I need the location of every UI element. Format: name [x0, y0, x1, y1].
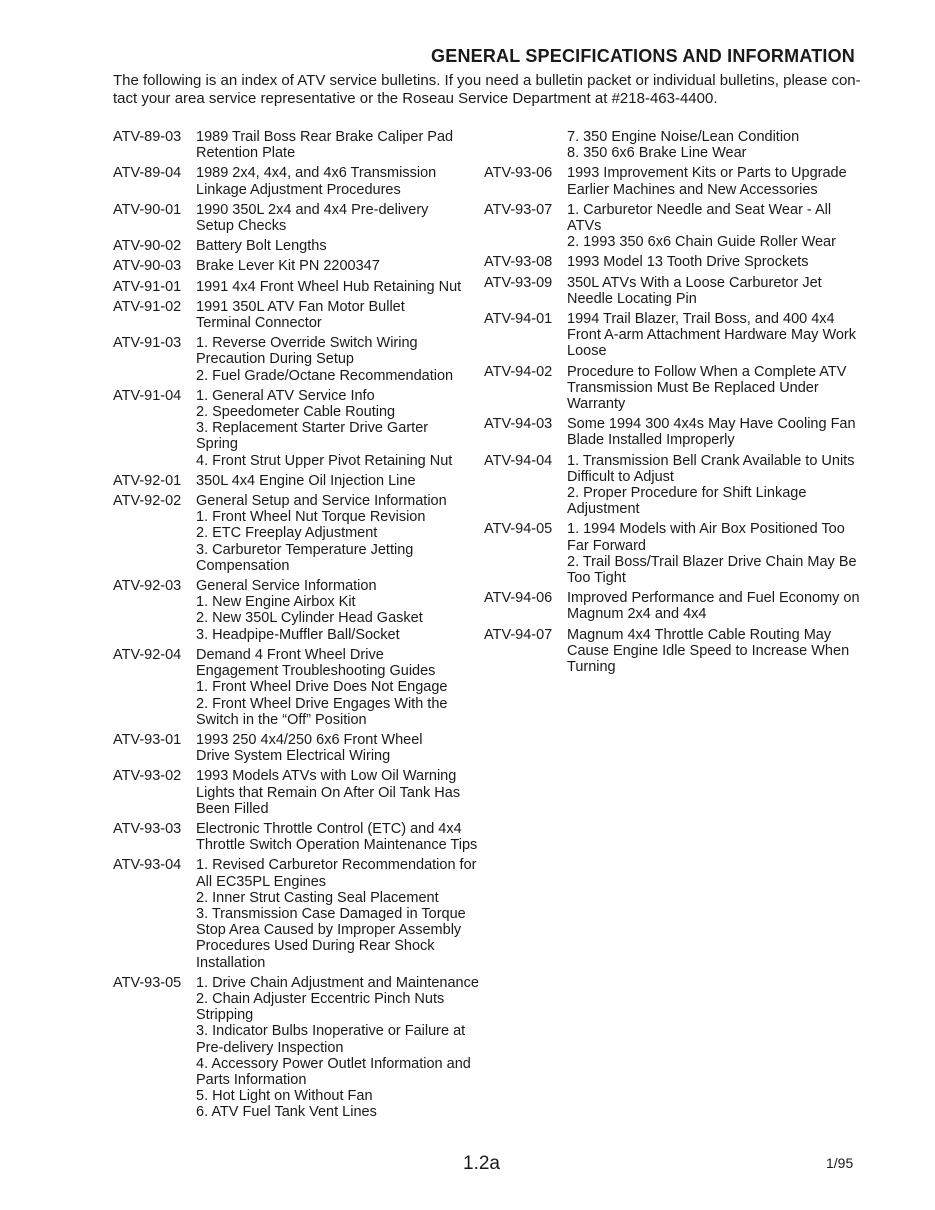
bulletin-code: ATV-90-01 — [113, 201, 182, 218]
bulletin-entry — [113, 857, 493, 970]
bulletin-line: 2. Front Wheel Drive Engages With the — [196, 695, 448, 712]
bulletin-code: ATV-94-05 — [484, 521, 553, 538]
bulletin-line: 1. Reverse Override Switch Wiring — [196, 335, 418, 352]
bulletin-line: 1989 Trail Boss Rear Brake Caliper Pad — [196, 129, 454, 145]
intro-line: tact your area service representative or the Roseau Service Department at #218-463-4400. — [113, 90, 718, 107]
bulletin-line: 1. Drive Chain Adjustment and Maintenance — [196, 974, 479, 991]
bulletin-line: 1993 250 4x4/250 6x6 Front Wheel — [196, 731, 423, 748]
bulletin-code: ATV-90-03 — [113, 258, 182, 275]
bulletin-line: 1. Carburetor Needle and Seat Wear - All — [567, 201, 832, 218]
bulletin-code: ATV-92-04 — [113, 646, 182, 663]
bulletin-entry — [484, 165, 874, 197]
bulletin-line: 1993 Improvement Kits or Parts to Upgrade — [567, 165, 847, 182]
bulletin-entry — [113, 768, 493, 817]
bulletin-description — [196, 335, 493, 384]
bulletin-description — [567, 453, 874, 518]
bulletin-line: Stop Area Caused by Improper Assembly — [196, 922, 462, 939]
bulletin-line: 1993 Model 13 Tooth Drive Sprockets — [567, 254, 809, 271]
bulletin-line: Procedures Used During Rear Shock — [196, 938, 435, 955]
bulletin-entry — [484, 453, 874, 518]
page-title: GENERAL SPECIFICATIONS AND INFORMATION — [431, 46, 855, 66]
bulletin-line: Brake Lever Kit PN 2200347 — [196, 258, 380, 275]
bulletin-code: ATV-89-04 — [113, 165, 182, 182]
bulletin-line: Magnum 4x4 Throttle Cable Routing May — [567, 626, 832, 643]
bulletin-entry — [113, 732, 493, 764]
bulletin-code: ATV-94-01 — [484, 311, 553, 328]
bulletin-entry — [113, 238, 493, 254]
bulletin-description — [196, 647, 493, 728]
bulletin-line: 1993 Models ATVs with Low Oil Warning — [196, 768, 457, 785]
bulletin-line: 2. Trail Boss/Trail Blazer Drive Chain May Be — [567, 553, 857, 570]
bulletin-code: ATV-93-05 — [113, 974, 182, 991]
bulletin-line: 7. 350 Engine Noise/Lean Condition — [567, 129, 800, 145]
bulletin-line: 2. 1993 350 6x6 Chain Guide Roller Wear — [567, 234, 836, 251]
bulletin-entry — [484, 416, 874, 448]
bulletin-line: Lights that Remain On After Oil Tank Has — [196, 784, 461, 801]
bulletin-description — [196, 129, 493, 161]
bulletin-line: Pre-delivery Inspection — [196, 1039, 344, 1056]
bulletin-code: ATV-93-09 — [484, 274, 553, 291]
bulletin-code: ATV-92-03 — [113, 578, 182, 595]
bulletin-entry — [113, 647, 493, 728]
bulletin-line: 1. Front Wheel Drive Does Not Engage — [196, 679, 448, 696]
bulletin-line: Some 1994 300 4x4s May Have Cooling Fan — [567, 416, 856, 433]
bulletin-line: 1990 350L 2x4 and 4x4 Pre-delivery — [196, 201, 429, 218]
bulletin-line: 2. New 350L Cylinder Head Gasket — [196, 610, 423, 627]
bulletin-line: All EC35PL Engines — [196, 873, 327, 890]
bulletin-code: ATV-93-02 — [113, 768, 182, 785]
bulletin-entry — [113, 335, 493, 384]
bulletin-line: 6. ATV Fuel Tank Vent Lines — [196, 1104, 377, 1121]
bulletin-description — [567, 129, 874, 161]
bulletin-entry — [113, 129, 493, 161]
bulletin-entry — [113, 821, 493, 853]
bulletin-line: Warranty — [567, 396, 626, 413]
bulletin-line: 350L 4x4 Engine Oil Injection Line — [196, 472, 416, 489]
bulletin-line: 2. Inner Strut Casting Seal Placement — [196, 889, 439, 906]
bulletin-line: Improved Performance and Fuel Economy on — [567, 590, 860, 607]
bulletin-line: 1. 1994 Models with Air Box Positioned Too — [567, 521, 845, 538]
bulletin-line: Drive System Electrical Wiring — [196, 748, 391, 765]
bulletin-description — [196, 493, 493, 574]
bulletin-code: ATV-91-02 — [113, 298, 182, 315]
bulletin-line: Front A-arm Attachment Hardware May Work — [567, 327, 857, 344]
bulletin-line: 350L ATVs With a Loose Carburetor Jet — [567, 274, 822, 291]
bulletin-description — [567, 521, 874, 586]
bulletin-code: ATV-91-03 — [113, 335, 182, 352]
bulletin-line: Linkage Adjustment Procedures — [196, 181, 401, 198]
bulletin-line: 5. Hot Light on Without Fan — [196, 1088, 373, 1105]
bulletin-line: Needle Locating Pin — [567, 290, 697, 307]
bulletin-line: Earlier Machines and New Accessories — [567, 181, 818, 198]
bulletin-line: 3. Headpipe-Muffler Ball/Socket — [196, 626, 400, 643]
bulletin-line: Stripping — [196, 1007, 254, 1024]
bulletin-code: ATV-92-02 — [113, 493, 182, 510]
bulletin-line: 1991 350L ATV Fan Motor Bullet — [196, 298, 405, 315]
bulletin-entry — [113, 975, 493, 1121]
bulletin-line: 1989 2x4, 4x4, and 4x6 Transmission — [196, 165, 437, 182]
bulletin-line: Been Filled — [196, 800, 269, 817]
intro-line: The following is an index of ATV service bulletins. If you need a bulletin packet or individual bulletins, please con- — [113, 72, 861, 89]
bulletin-line: Procedure to Follow When a Complete ATV — [567, 363, 847, 380]
bulletin-entry — [484, 275, 874, 307]
bulletin-description — [567, 275, 874, 307]
bulletin-description — [567, 416, 874, 448]
bulletin-entry — [484, 364, 874, 413]
bulletin-line: General Service Information — [196, 578, 377, 595]
bulletin-entry — [484, 254, 874, 270]
bulletin-entry — [113, 388, 493, 469]
bulletin-line: Precaution During Setup — [196, 351, 354, 368]
bulletin-code: ATV-93-01 — [113, 731, 182, 748]
bulletin-line: Switch in the “Off” Position — [196, 711, 367, 728]
bulletin-list-left — [113, 129, 493, 1125]
bulletin-code: ATV-94-06 — [484, 590, 553, 607]
bulletin-line: 1991 4x4 Front Wheel Hub Retaining Nut — [196, 278, 462, 295]
bulletin-code: ATV-90-02 — [113, 238, 182, 255]
intro-paragraph — [113, 72, 863, 108]
bulletin-entry — [113, 473, 493, 489]
bulletin-entry — [113, 279, 493, 295]
bulletin-line: 1. Revised Carburetor Recommendation for — [196, 857, 477, 874]
bulletin-entry — [484, 521, 874, 586]
bulletin-line: Parts Information — [196, 1071, 307, 1088]
bulletin-code: ATV-93-03 — [113, 820, 182, 837]
bulletin-line: Setup Checks — [196, 218, 287, 235]
bulletin-line: Engagement Troubleshooting Guides — [196, 663, 436, 680]
bulletin-list-right — [484, 129, 874, 679]
bulletin-line: Throttle Switch Operation Maintenance Tips — [196, 837, 478, 854]
bulletin-line: Installation — [196, 954, 266, 971]
bulletin-line: 2. Speedometer Cable Routing — [196, 404, 396, 421]
bulletin-description — [196, 473, 493, 489]
bulletin-line: Electronic Throttle Control (ETC) and 4x4 — [196, 820, 462, 837]
bulletin-entry — [113, 493, 493, 574]
bulletin-line: 4. Front Strut Upper Pivot Retaining Nut — [196, 452, 453, 469]
bulletin-line: 3. Carburetor Temperature Jetting — [196, 541, 414, 558]
bulletin-code: ATV-91-04 — [113, 387, 182, 404]
bulletin-description — [196, 578, 493, 643]
bulletin-line: Transmission Must Be Replaced Under — [567, 379, 819, 396]
bulletin-description — [567, 202, 874, 251]
bulletin-line: 2. Proper Procedure for Shift Linkage — [567, 485, 807, 502]
bulletin-line: General Setup and Service Information — [196, 493, 447, 510]
bulletin-code: ATV-94-07 — [484, 626, 553, 643]
bulletin-code: ATV-93-04 — [113, 857, 182, 874]
bulletin-line: Terminal Connector — [196, 315, 322, 332]
bulletin-line: 1994 Trail Blazer, Trail Boss, and 400 4x4 — [567, 311, 835, 328]
bulletin-line: 1. Front Wheel Nut Torque Revision — [196, 509, 426, 526]
bulletin-entry — [113, 165, 493, 197]
bulletin-line: Magnum 2x4 and 4x4 — [567, 606, 707, 623]
bulletin-line: 2. Fuel Grade/Octane Recommendation — [196, 367, 454, 384]
bulletin-line: Turning — [567, 659, 616, 676]
bulletin-description — [196, 768, 493, 817]
bulletin-entry — [484, 590, 874, 622]
bulletin-description — [567, 590, 874, 622]
bulletin-code: ATV-94-03 — [484, 416, 553, 433]
bulletin-line: Far Forward — [567, 537, 646, 554]
bulletin-description — [567, 311, 874, 360]
bulletin-line: Spring — [196, 436, 238, 453]
bulletin-code: ATV-91-01 — [113, 278, 182, 295]
bulletin-description — [196, 258, 493, 274]
bulletin-description — [196, 238, 493, 254]
bulletin-entry — [484, 202, 874, 251]
bulletin-code: ATV-94-02 — [484, 363, 553, 380]
bulletin-entry — [113, 578, 493, 643]
revision-date: 1/95 — [826, 1155, 854, 1171]
bulletin-code: ATV-94-04 — [484, 452, 553, 469]
bulletin-line: Loose — [567, 343, 607, 360]
bulletin-description — [567, 627, 874, 676]
bulletin-line: Cause Engine Idle Speed to Increase When — [567, 642, 850, 659]
bulletin-line: Too Tight — [567, 570, 626, 587]
bulletin-code: ATV-93-06 — [484, 165, 553, 182]
bulletin-line: 1. New Engine Airbox Kit — [196, 594, 356, 611]
bulletin-line: 2. ETC Freeplay Adjustment — [196, 525, 378, 542]
bulletin-description — [196, 202, 493, 234]
bulletin-code: ATV-93-08 — [484, 254, 553, 271]
bulletin-description — [196, 732, 493, 764]
bulletin-entry — [113, 299, 493, 331]
bulletin-line: 3. Indicator Bulbs Inoperative or Failure at — [196, 1023, 466, 1040]
bulletin-description — [196, 821, 493, 853]
bulletin-continuation — [567, 129, 874, 161]
bulletin-line: 3. Replacement Starter Drive Garter — [196, 420, 429, 437]
bulletin-entry — [113, 258, 493, 274]
bulletin-line: Adjustment — [567, 501, 640, 518]
bulletin-description — [567, 364, 874, 413]
bulletin-description — [196, 165, 493, 197]
bulletin-description — [196, 388, 493, 469]
bulletin-description — [196, 279, 493, 295]
bulletin-line: Blade Installed Improperly — [567, 432, 735, 449]
bulletin-line: 1. General ATV Service Info — [196, 387, 375, 404]
bulletin-line: 1. Transmission Bell Crank Available to Units — [567, 452, 855, 469]
bulletin-description — [196, 857, 493, 970]
bulletin-line: Demand 4 Front Wheel Drive — [196, 646, 384, 663]
bulletin-description — [567, 165, 874, 197]
bulletin-description — [196, 975, 493, 1121]
bulletin-line: ATVs — [567, 218, 602, 235]
bulletin-entry — [484, 627, 874, 676]
bulletin-entry — [113, 202, 493, 234]
bulletin-code: ATV-93-07 — [484, 201, 553, 218]
bulletin-entry — [484, 311, 874, 360]
bulletin-description — [567, 254, 874, 270]
bulletin-line: 3. Transmission Case Damaged in Torque — [196, 905, 466, 922]
bulletin-description — [196, 299, 493, 331]
page-number: 1.2a — [463, 1153, 500, 1174]
bulletin-line: Difficult to Adjust — [567, 468, 674, 485]
bulletin-line: Retention Plate — [196, 145, 296, 162]
bulletin-line: 8. 350 6x6 Brake Line Wear — [567, 145, 747, 162]
bulletin-line: Compensation — [196, 557, 290, 574]
bulletin-line: 2. Chain Adjuster Eccentric Pinch Nuts — [196, 990, 445, 1007]
bulletin-line: Battery Bolt Lengths — [196, 238, 327, 255]
bulletin-line: 4. Accessory Power Outlet Information and — [196, 1055, 471, 1072]
bulletin-code: ATV-92-01 — [113, 472, 182, 489]
bulletin-code: ATV-89-03 — [113, 129, 182, 145]
